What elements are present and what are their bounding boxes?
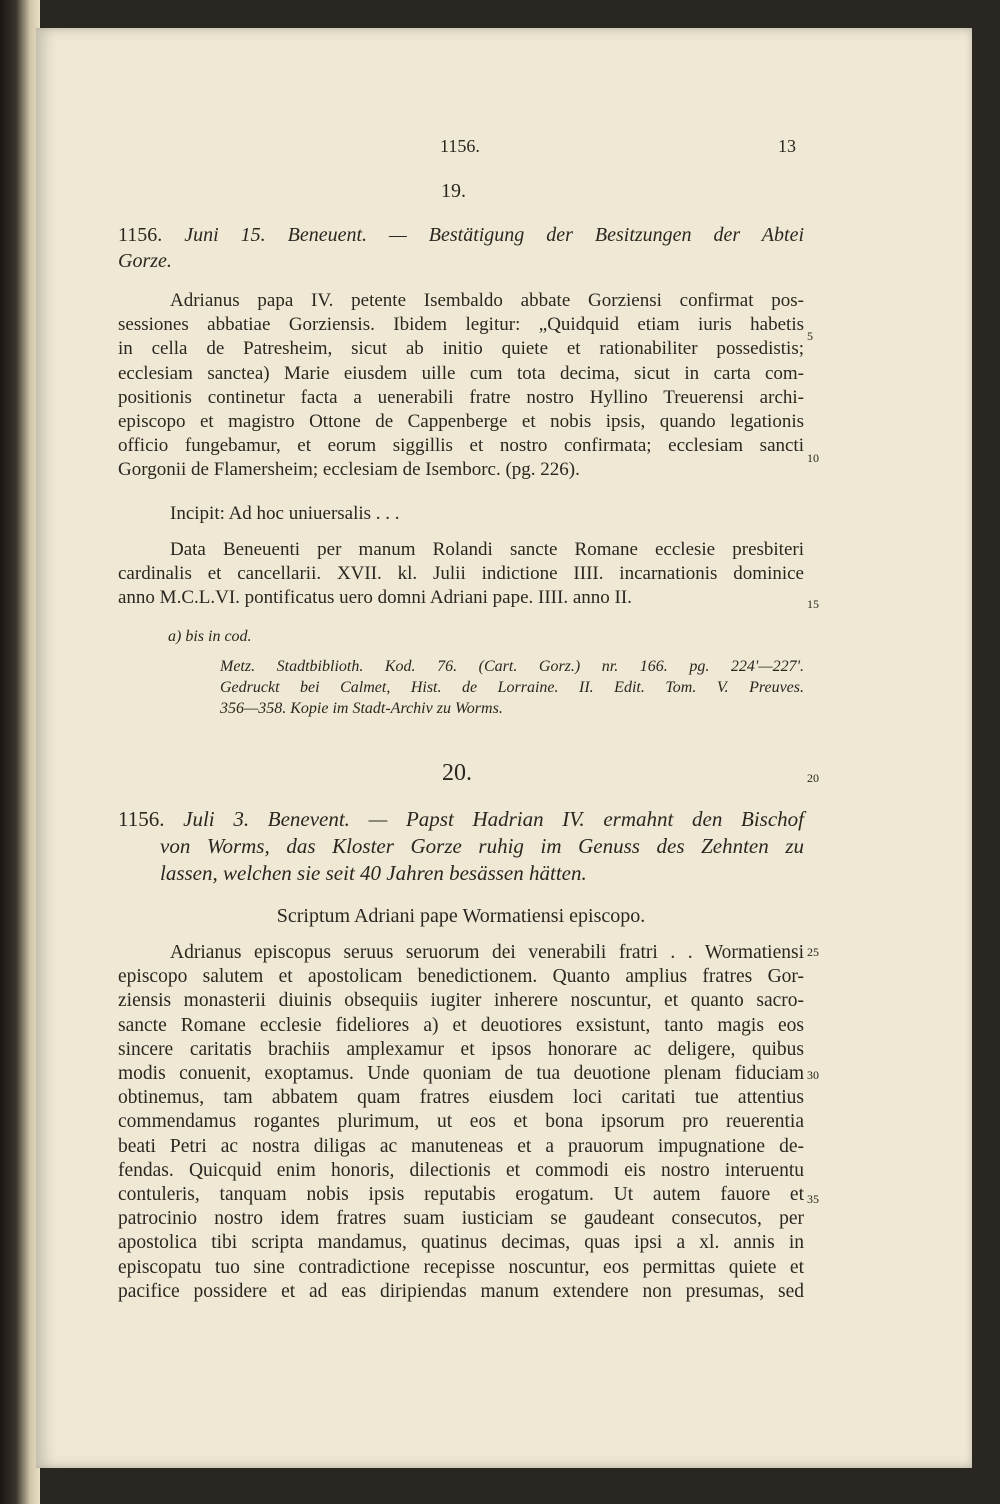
body-line: ziensis monasterii diuinis obsequiis iugiter inherere noscuntur, et quanto sacro-: [118, 990, 804, 1012]
book-spine-shadow: [0, 0, 40, 1504]
document-20-title-line: von Worms, das Kloster Gorze ruhig im Genuss des Zehnten zu: [160, 834, 804, 858]
margin-line-number: 10: [807, 451, 819, 465]
body-line: sessiones abbatiae Gorziensis. Ibidem legitur: „Quidquid etiam iuris habetis: [118, 314, 804, 336]
document-19-footnote: a) bis in cod.: [168, 628, 252, 645]
document-number-19: 19.: [441, 180, 466, 202]
dating-line: cardinalis et cancellarii. XVII. kl. Julii indictione IIII. incarnationis dominice: [118, 563, 804, 585]
margin-line-number: 20: [807, 771, 819, 785]
document-19-incipit: [118, 502, 804, 526]
body-line: Adrianus papa IV. petente Isembaldo abbate Gorziensi confirmat pos-: [170, 290, 804, 311]
document-19-title: [118, 222, 804, 274]
document-number-20: 20.: [442, 760, 472, 786]
body-line: positionis continetur facta a uenerabili fratre nostro Hyllino Treuerensi archi-: [118, 386, 804, 408]
body-line: in cella de Patresheim, sicut ab initio quiete et rationabiliter possedistis;: [118, 338, 804, 360]
document-19-summary: [118, 289, 804, 483]
body-line: contuleris, tanquam nobis ipsis reputabis erogatum. Ut autem fauore et: [118, 1184, 804, 1206]
document-20-title: [118, 806, 804, 887]
document-20-body: [118, 941, 804, 1304]
body-line: fendas. Quicquid enim honoris, dilectionis et commodi eis nostro interuentu: [118, 1159, 804, 1181]
body-line: sincere caritatis brachiis amplexamur et ipsos honorare ac deligere, quibus: [118, 1038, 804, 1060]
body-line: modis conuenit, exoptamus. Unde quoniam de tua deuotione plenam fiduciam: [118, 1063, 804, 1085]
document-19-title-line: Juni 15. Beneuent. — Bestätigung der Besitzungen der Abtei: [184, 224, 805, 246]
body-line: episcopo et magistro Ottone de Cappenberge et nobis ipsis, quando legationis: [118, 411, 804, 433]
body-line: Adrianus episcopus seruus seruorum dei venerabili fratri . . Wormatiensi: [170, 942, 804, 963]
source-line: Metz. Stadtbiblioth. Kod. 76. (Cart. Gorz.) nr. 166. pg. 224'—227'.: [220, 658, 804, 675]
body-line: officio fungebamur, et eorum siggillis et nostro confirmata; ecclesiam sancti: [118, 435, 804, 457]
document-19-sources: [220, 656, 804, 719]
document-19-title-line: Gorze.: [118, 250, 172, 272]
body-line: sancte Romane ecclesie fideliores a) et deuotiores exsistunt, tanto magis eos: [118, 1014, 804, 1036]
dating-line: Data Beneuenti per manum Rolandi sancte Romane ecclesie presbiteri: [170, 539, 804, 560]
document-20-heading: Scriptum Adriani pape Wormatiensi episcopo.: [276, 905, 646, 927]
body-line: episcopatu tuo sine contradictione recepisse noscuntur, eos permittas quiete et: [118, 1256, 804, 1278]
margin-line-number: 15: [807, 597, 819, 611]
body-line: obtinemus, tam abbatem quam fratres eiusdem loci caritati tue attentius: [118, 1087, 804, 1109]
body-line: commendamus rogantes plurimum, ut eos et bona ipsorum pro reuerentia: [118, 1111, 804, 1133]
dating-line: anno M.C.L.VI. pontificatus uero domni Adriani pape. IIII. anno II.: [118, 587, 632, 609]
source-line: Gedruckt bei Calmet, Hist. de Lorraine. II. Edit. Tom. V. Preuves.: [220, 679, 804, 696]
margin-line-number: 5: [807, 329, 813, 343]
body-line: Gorgonii de Flamersheim; ecclesiam de Isemborc. (pg. 226).: [118, 459, 580, 481]
incipit-line: Incipit: Ad hoc uniuersalis . . .: [170, 503, 400, 524]
body-line: beati Petri ac nostra diligas ac manuteneas et a prauorum impugnatione de-: [118, 1135, 804, 1157]
body-line: pacifice possidere et ad eas diripiendas manum extendere non presumas, sed: [118, 1280, 804, 1302]
margin-line-number: 30: [807, 1068, 819, 1082]
source-line: 356—358. Kopie im Stadt-Archiv zu Worms.: [220, 700, 503, 717]
body-line: apostolica tibi scripta mandamus, quatinus decimas, quas ipsi a xl. annis in: [118, 1232, 804, 1254]
body-line: patrocinio nostro idem fratres suam iusticiam se gaudeant consecutos, per: [118, 1208, 804, 1230]
document-20-date-year: 1156.: [118, 807, 165, 831]
document-20-title-line: Juli 3. Benevent. — Papst Hadrian IV. ermahnt den Bischof: [183, 807, 804, 831]
margin-line-number: 25: [807, 945, 819, 959]
running-header-year: 1156.: [440, 136, 480, 156]
document-20-title-line: lassen, welchen sie seit 40 Jahren besässen hätten.: [160, 861, 587, 885]
page-number: 13: [778, 136, 796, 156]
document-19-date-year: 1156.: [118, 224, 163, 246]
body-line: ecclesiam sanctea) Marie eiusdem uille cum tota decima, sicut in carta com-: [118, 362, 804, 384]
margin-line-number: 35: [807, 1192, 819, 1206]
document-19-dating: [118, 538, 804, 611]
body-line: episcopo salutem et apostolicam benedictionem. Quanto amplius fratres Gor-: [118, 966, 804, 988]
